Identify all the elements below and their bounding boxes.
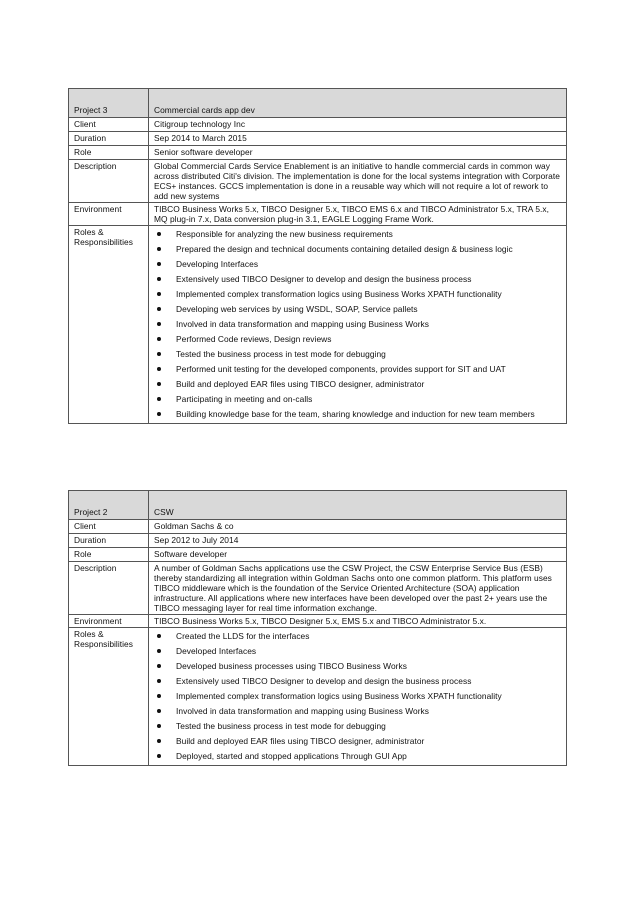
roles-list	[154, 629, 561, 764]
responsibility-item	[154, 272, 561, 287]
bullet-icon	[157, 292, 161, 296]
responsibility-text: Prepared the design and technical documents containing detailed design & business logic	[176, 243, 513, 254]
environment-row	[69, 615, 567, 628]
responsibility-text: Performed Code reviews, Design reviews	[176, 333, 332, 344]
project-header-row	[69, 491, 567, 520]
roles-label: Roles & Responsibilities	[69, 628, 149, 766]
client-row	[69, 520, 567, 534]
bullet-icon	[157, 367, 161, 371]
responsibility-item	[154, 749, 561, 764]
responsibility-text: Developed business processes using TIBCO Business Works	[176, 660, 407, 671]
responsibility-item	[154, 734, 561, 749]
responsibility-text: Extensively used TIBCO Designer to develop and design the business process	[176, 675, 472, 686]
responsibility-item	[154, 644, 561, 659]
client-value: Goldman Sachs & co	[149, 520, 567, 534]
bullet-icon	[157, 634, 161, 638]
bullet-icon	[157, 724, 161, 728]
responsibility-item	[154, 332, 561, 347]
roles-cell	[149, 628, 567, 766]
project-name: Commercial cards app dev	[149, 89, 567, 118]
duration-row	[69, 132, 567, 146]
responsibility-text: Implemented complex transformation logics using Business Works XPATH functionality	[176, 690, 502, 701]
responsibility-item	[154, 227, 561, 242]
description-text: Global Commercial Cards Service Enablement is an initiative to handle commercial cards in common way across distributed Citi's division. The implementation is done for the local systems integration with Corporate ECS+ instances. GCCS implementation is done in a reusable way which will not require a lot of rework to add new systems	[149, 160, 567, 203]
environment-text: TIBCO Business Works 5.x, TIBCO Designer 5.x, TIBCO EMS 6.x and TIBCO Administrator 5.x, TRA 5.x, MQ plug-in 7.x, Data conversion plug-in 3.1, EAGLE Logging Frame Work.	[149, 203, 567, 226]
bullet-icon	[157, 412, 161, 416]
responsibility-item	[154, 377, 561, 392]
role-value: Senior software developer	[149, 146, 567, 160]
description-row	[69, 160, 567, 203]
bullet-icon	[157, 664, 161, 668]
role-label: Role	[69, 146, 149, 160]
bullet-icon	[157, 352, 161, 356]
responsibility-text: Involved in data transformation and mapping using Business Works	[176, 705, 430, 716]
duration-label: Duration	[69, 534, 149, 548]
responsibility-text: Building knowledge base for the team, sharing knowledge and induction for new team members	[176, 408, 535, 419]
bullet-icon	[157, 277, 161, 281]
bullet-icon	[157, 382, 161, 386]
responsibility-item	[154, 242, 561, 257]
environment-label: Environment	[69, 615, 149, 628]
responsibility-item	[154, 704, 561, 719]
project-name: CSW	[149, 491, 567, 520]
responsibility-item	[154, 287, 561, 302]
responsibility-text: Tested the business process in test mode for debugging	[176, 348, 386, 359]
bullet-icon	[157, 754, 161, 758]
roles-label: Roles & Responsibilities	[69, 226, 149, 424]
project-3-table	[68, 88, 567, 424]
role-label: Role	[69, 548, 149, 562]
bullet-icon	[157, 307, 161, 311]
responsibility-item	[154, 257, 561, 272]
description-text: A number of Goldman Sachs applications use the CSW Project, the CSW Enterprise Service Bus (ESB) thereby standardizing all integration within Goldman Sachs onto one common platform. This platform uses TIBCO middleware which is the foundation of the Service Oriented Architecture (SOA) application infrastructure. All applications where new interfaces have been developed over the past 2+ years use the TIBCO messaging layer for real time information exchange.	[149, 562, 567, 615]
bullet-icon	[157, 679, 161, 683]
client-label: Client	[69, 118, 149, 132]
roles-cell	[149, 226, 567, 424]
responsibility-text: Developing web services by using WSDL, SOAP, Service pallets	[176, 303, 418, 314]
responsibility-text: Tested the business process in test mode for debugging	[176, 720, 386, 731]
responsibility-text: Responsible for analyzing the new business requirements	[176, 228, 393, 239]
responsibility-item	[154, 689, 561, 704]
duration-value: Sep 2012 to July 2014	[149, 534, 567, 548]
responsibility-text: Deployed, started and stopped applications Through GUI App	[176, 750, 407, 761]
client-label: Client	[69, 520, 149, 534]
client-row	[69, 118, 567, 132]
project-header-row	[69, 89, 567, 118]
responsibility-text: Involved in data transformation and mapping using Business Works	[176, 318, 430, 329]
description-row	[69, 562, 567, 615]
description-label: Description	[69, 562, 149, 615]
bullet-icon	[157, 322, 161, 326]
role-row	[69, 146, 567, 160]
responsibility-item	[154, 659, 561, 674]
bullet-icon	[157, 247, 161, 251]
responsibility-item	[154, 407, 561, 422]
responsibility-item	[154, 317, 561, 332]
roles-list	[154, 227, 561, 422]
responsibility-item	[154, 302, 561, 317]
responsibility-item	[154, 674, 561, 689]
project-label: Project 3	[69, 89, 149, 118]
responsibility-item	[154, 362, 561, 377]
responsibility-text: Developed Interfaces	[176, 645, 257, 656]
bullet-icon	[157, 262, 161, 266]
responsibility-text: Build and deployed EAR files using TIBCO designer, administrator	[176, 378, 425, 389]
project-2-table	[68, 490, 567, 766]
project-label: Project 2	[69, 491, 149, 520]
responsibility-item	[154, 392, 561, 407]
responsibility-text: Extensively used TIBCO Designer to develop and design the business process	[176, 273, 472, 284]
roles-row	[69, 226, 567, 424]
environment-row	[69, 203, 567, 226]
bullet-icon	[157, 709, 161, 713]
responsibility-text: Implemented complex transformation logics using Business Works XPATH functionality	[176, 288, 502, 299]
duration-value: Sep 2014 to March 2015	[149, 132, 567, 146]
role-value: Software developer	[149, 548, 567, 562]
environment-label: Environment	[69, 203, 149, 226]
roles-row	[69, 628, 567, 766]
responsibility-text: Created the LLDS for the interfaces	[176, 630, 310, 641]
responsibility-text: Participating in meeting and on-calls	[176, 393, 313, 404]
responsibility-item	[154, 719, 561, 734]
responsibility-item	[154, 347, 561, 362]
description-label: Description	[69, 160, 149, 203]
responsibility-text: Build and deployed EAR files using TIBCO designer, administrator	[176, 735, 425, 746]
duration-row	[69, 534, 567, 548]
bullet-icon	[157, 649, 161, 653]
responsibility-text: Developing Interfaces	[176, 258, 259, 269]
client-value: Citigroup technology Inc	[149, 118, 567, 132]
bullet-icon	[157, 739, 161, 743]
bullet-icon	[157, 337, 161, 341]
environment-text: TIBCO Business Works 5.x, TIBCO Designer 5.x, EMS 5.x and TIBCO Administrator 5.x.	[149, 615, 567, 628]
bullet-icon	[157, 397, 161, 401]
role-row	[69, 548, 567, 562]
duration-label: Duration	[69, 132, 149, 146]
responsibility-text: Performed unit testing for the developed components, provides support for SIT and UAT	[176, 363, 506, 374]
bullet-icon	[157, 694, 161, 698]
bullet-icon	[157, 232, 161, 236]
responsibility-item	[154, 629, 561, 644]
